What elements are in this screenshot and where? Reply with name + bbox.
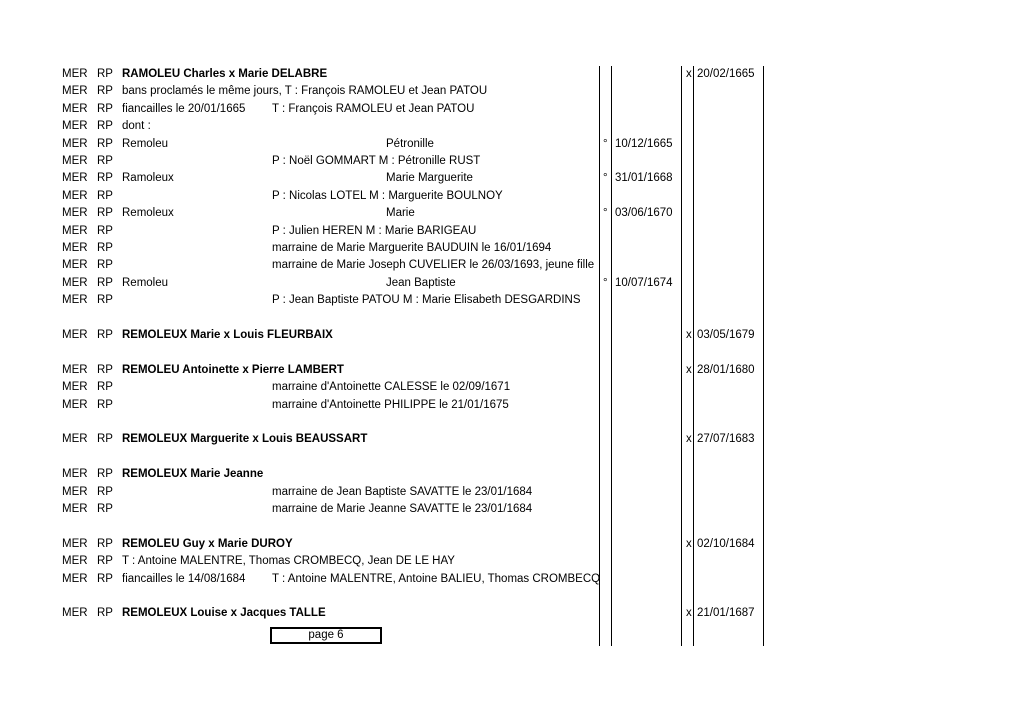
detail-cell: P : Nicolas LOTEL M : Marguerite BOULNOY — [272, 189, 503, 202]
mer-cell: MER — [62, 433, 88, 446]
mer-cell: MER — [62, 120, 88, 133]
name-cell: fiancailles le 20/01/1665 — [122, 102, 246, 115]
table-row — [0, 223, 1024, 240]
marriage-date: 28/01/1680 — [697, 363, 755, 376]
table-row — [0, 605, 1024, 622]
table-row — [0, 188, 1024, 205]
birth-date: 10/07/1674 — [615, 276, 673, 289]
detail-cell: marraine de Marie Marguerite BAUDUIN le 16/01/1694 — [272, 242, 552, 254]
table-row — [0, 83, 1024, 100]
name-cell: REMOLEUX Louise x Jacques TALLE — [122, 607, 326, 620]
name-cell: REMOLEUX Marie x Louis FLEURBAIX — [122, 329, 333, 341]
table-row — [0, 118, 1024, 135]
table-row — [0, 66, 1024, 83]
name-cell: REMOLEU Antoinette x Pierre LAMBERT — [122, 363, 344, 376]
firstname-cell: Jean Baptiste — [386, 276, 456, 289]
name-cell: REMOLEUX Marie Jeanne — [122, 468, 264, 481]
table-row — [0, 275, 1024, 292]
mer-cell: MER — [62, 329, 88, 341]
rp-cell: RP — [97, 468, 113, 481]
rp-cell: RP — [97, 189, 113, 202]
mer-cell: MER — [62, 68, 88, 80]
mer-cell: MER — [62, 276, 88, 289]
marriage-date: 27/07/1683 — [697, 433, 755, 446]
table-row — [0, 136, 1024, 153]
marriage-date: 02/10/1684 — [697, 537, 755, 550]
mer-cell: MER — [62, 102, 88, 115]
table-row — [0, 518, 1024, 535]
table-row — [0, 466, 1024, 483]
rp-cell: RP — [97, 242, 113, 254]
marriage-symbol: x — [686, 607, 692, 620]
name-cell: T : Antoine MALENTRE, Thomas CROMBECQ, Jean DE LE HAY — [122, 555, 455, 568]
rp-cell: RP — [97, 555, 113, 568]
table-row — [0, 240, 1024, 257]
page-number: page 6 — [308, 629, 344, 641]
table-row — [0, 571, 1024, 588]
name-cell: REMOLEU Guy x Marie DUROY — [122, 537, 293, 550]
birth-symbol: ° — [603, 276, 608, 289]
name-cell: dont : — [122, 120, 151, 133]
firstname-cell: Pétronille — [386, 137, 434, 150]
mer-cell: MER — [62, 242, 88, 254]
name-cell: Ramoleux — [122, 172, 174, 185]
rp-cell: RP — [97, 381, 113, 394]
mer-cell: MER — [62, 555, 88, 568]
rp-cell: RP — [97, 294, 113, 307]
rp-cell: RP — [97, 537, 113, 550]
mer-cell: MER — [62, 607, 88, 620]
mer-cell: MER — [62, 189, 88, 202]
rp-cell: RP — [97, 102, 113, 115]
detail-cell: marraine de Marie Joseph CUVELIER le 26/03/1693, jeune fille — [272, 259, 595, 272]
table-row — [0, 431, 1024, 448]
mer-cell: MER — [62, 224, 88, 237]
marriage-symbol: x — [686, 433, 692, 446]
rp-cell: RP — [97, 329, 113, 341]
table-row — [0, 414, 1024, 431]
table-row — [0, 484, 1024, 501]
detail-cell: marraine d'Antoinette PHILIPPE le 21/01/1675 — [272, 398, 509, 411]
rp-cell: RP — [97, 120, 113, 133]
mer-cell: MER — [62, 259, 88, 272]
birth-date: 31/01/1668 — [615, 172, 673, 185]
marriage-symbol: x — [686, 537, 692, 550]
detail-cell: P : Jean Baptiste PATOU M : Marie Elisabeth DESGARDINS — [272, 294, 581, 307]
name-cell: fiancailles le 14/08/1684 — [122, 572, 246, 585]
firstname-cell: Marie Marguerite — [386, 172, 473, 185]
table-row — [0, 310, 1024, 327]
birth-date: 03/06/1670 — [615, 207, 673, 220]
firstname-cell: Marie — [386, 207, 415, 220]
rp-cell: RP — [97, 503, 113, 515]
rp-cell: RP — [97, 276, 113, 289]
mer-cell: MER — [62, 503, 88, 515]
rp-cell: RP — [97, 398, 113, 411]
rp-cell: RP — [97, 68, 113, 80]
detail-cell: T : François RAMOLEU et Jean PATOU — [272, 102, 475, 115]
detail-cell: marraine de Jean Baptiste SAVATTE le 23/01/1684 — [272, 485, 533, 498]
table-row — [0, 553, 1024, 570]
table-row — [0, 327, 1024, 344]
table-row — [0, 292, 1024, 309]
marriage-date: 21/01/1687 — [697, 607, 755, 620]
rp-cell: RP — [97, 224, 113, 237]
table-row — [0, 449, 1024, 466]
table-row — [0, 205, 1024, 222]
name-cell: Remoleu — [122, 276, 169, 289]
mer-cell: MER — [62, 537, 88, 550]
table-row — [0, 397, 1024, 414]
rp-cell: RP — [97, 85, 113, 98]
rp-cell: RP — [97, 363, 113, 376]
table-row — [0, 170, 1024, 187]
name-cell: Remoleu — [122, 137, 169, 150]
marriage-symbol: x — [686, 329, 692, 341]
mer-cell: MER — [62, 294, 88, 307]
table-row — [0, 536, 1024, 553]
table-row — [0, 379, 1024, 396]
detail-cell: marraine de Marie Jeanne SAVATTE le 23/01/1684 — [272, 503, 533, 515]
name-cell: RAMOLEU Charles x Marie DELABRE — [122, 68, 328, 80]
rp-cell: RP — [97, 137, 113, 150]
table-row — [0, 362, 1024, 379]
detail-cell: marraine d'Antoinette CALESSE le 02/09/1671 — [272, 381, 511, 394]
rp-cell: RP — [97, 607, 113, 620]
rp-cell: RP — [97, 572, 113, 585]
detail-cell: P : Julien HEREN M : Marie BARIGEAU — [272, 224, 477, 237]
table-row — [0, 153, 1024, 170]
table-row — [0, 257, 1024, 274]
marriage-date: 03/05/1679 — [697, 329, 755, 341]
marriage-date: 20/02/1665 — [697, 68, 755, 80]
rp-cell: RP — [97, 433, 113, 446]
rp-cell: RP — [97, 172, 113, 185]
name-cell: Remoleux — [122, 207, 174, 220]
rp-cell: RP — [97, 207, 113, 220]
detail-cell: P : Noël GOMMART M : Pétronille RUST — [272, 155, 481, 167]
name-cell: bans proclamés le même jours, T : François RAMOLEU et Jean PATOU — [122, 85, 488, 98]
mer-cell: MER — [62, 572, 88, 585]
table-row — [0, 101, 1024, 118]
rp-cell: RP — [97, 155, 113, 167]
mer-cell: MER — [62, 363, 88, 376]
birth-symbol: ° — [603, 207, 608, 220]
marriage-symbol: x — [686, 363, 692, 376]
marriage-symbol: x — [686, 68, 692, 80]
mer-cell: MER — [62, 137, 88, 150]
mer-cell: MER — [62, 207, 88, 220]
page-number-box — [270, 627, 382, 644]
birth-date: 10/12/1665 — [615, 137, 673, 150]
mer-cell: MER — [62, 155, 88, 167]
birth-symbol: ° — [603, 172, 608, 185]
rp-cell: RP — [97, 259, 113, 272]
table-row — [0, 501, 1024, 518]
table-row — [0, 344, 1024, 361]
mer-cell: MER — [62, 398, 88, 411]
name-cell: REMOLEUX Marguerite x Louis BEAUSSART — [122, 433, 368, 446]
table-row — [0, 588, 1024, 605]
mer-cell: MER — [62, 468, 88, 481]
birth-symbol: ° — [603, 137, 608, 150]
detail-cell: T : Antoine MALENTRE, Antoine BALIEU, Thomas CROMBECQ — [272, 572, 601, 585]
mer-cell: MER — [62, 85, 88, 98]
mer-cell: MER — [62, 485, 88, 498]
mer-cell: MER — [62, 381, 88, 394]
rp-cell: RP — [97, 485, 113, 498]
mer-cell: MER — [62, 172, 88, 185]
